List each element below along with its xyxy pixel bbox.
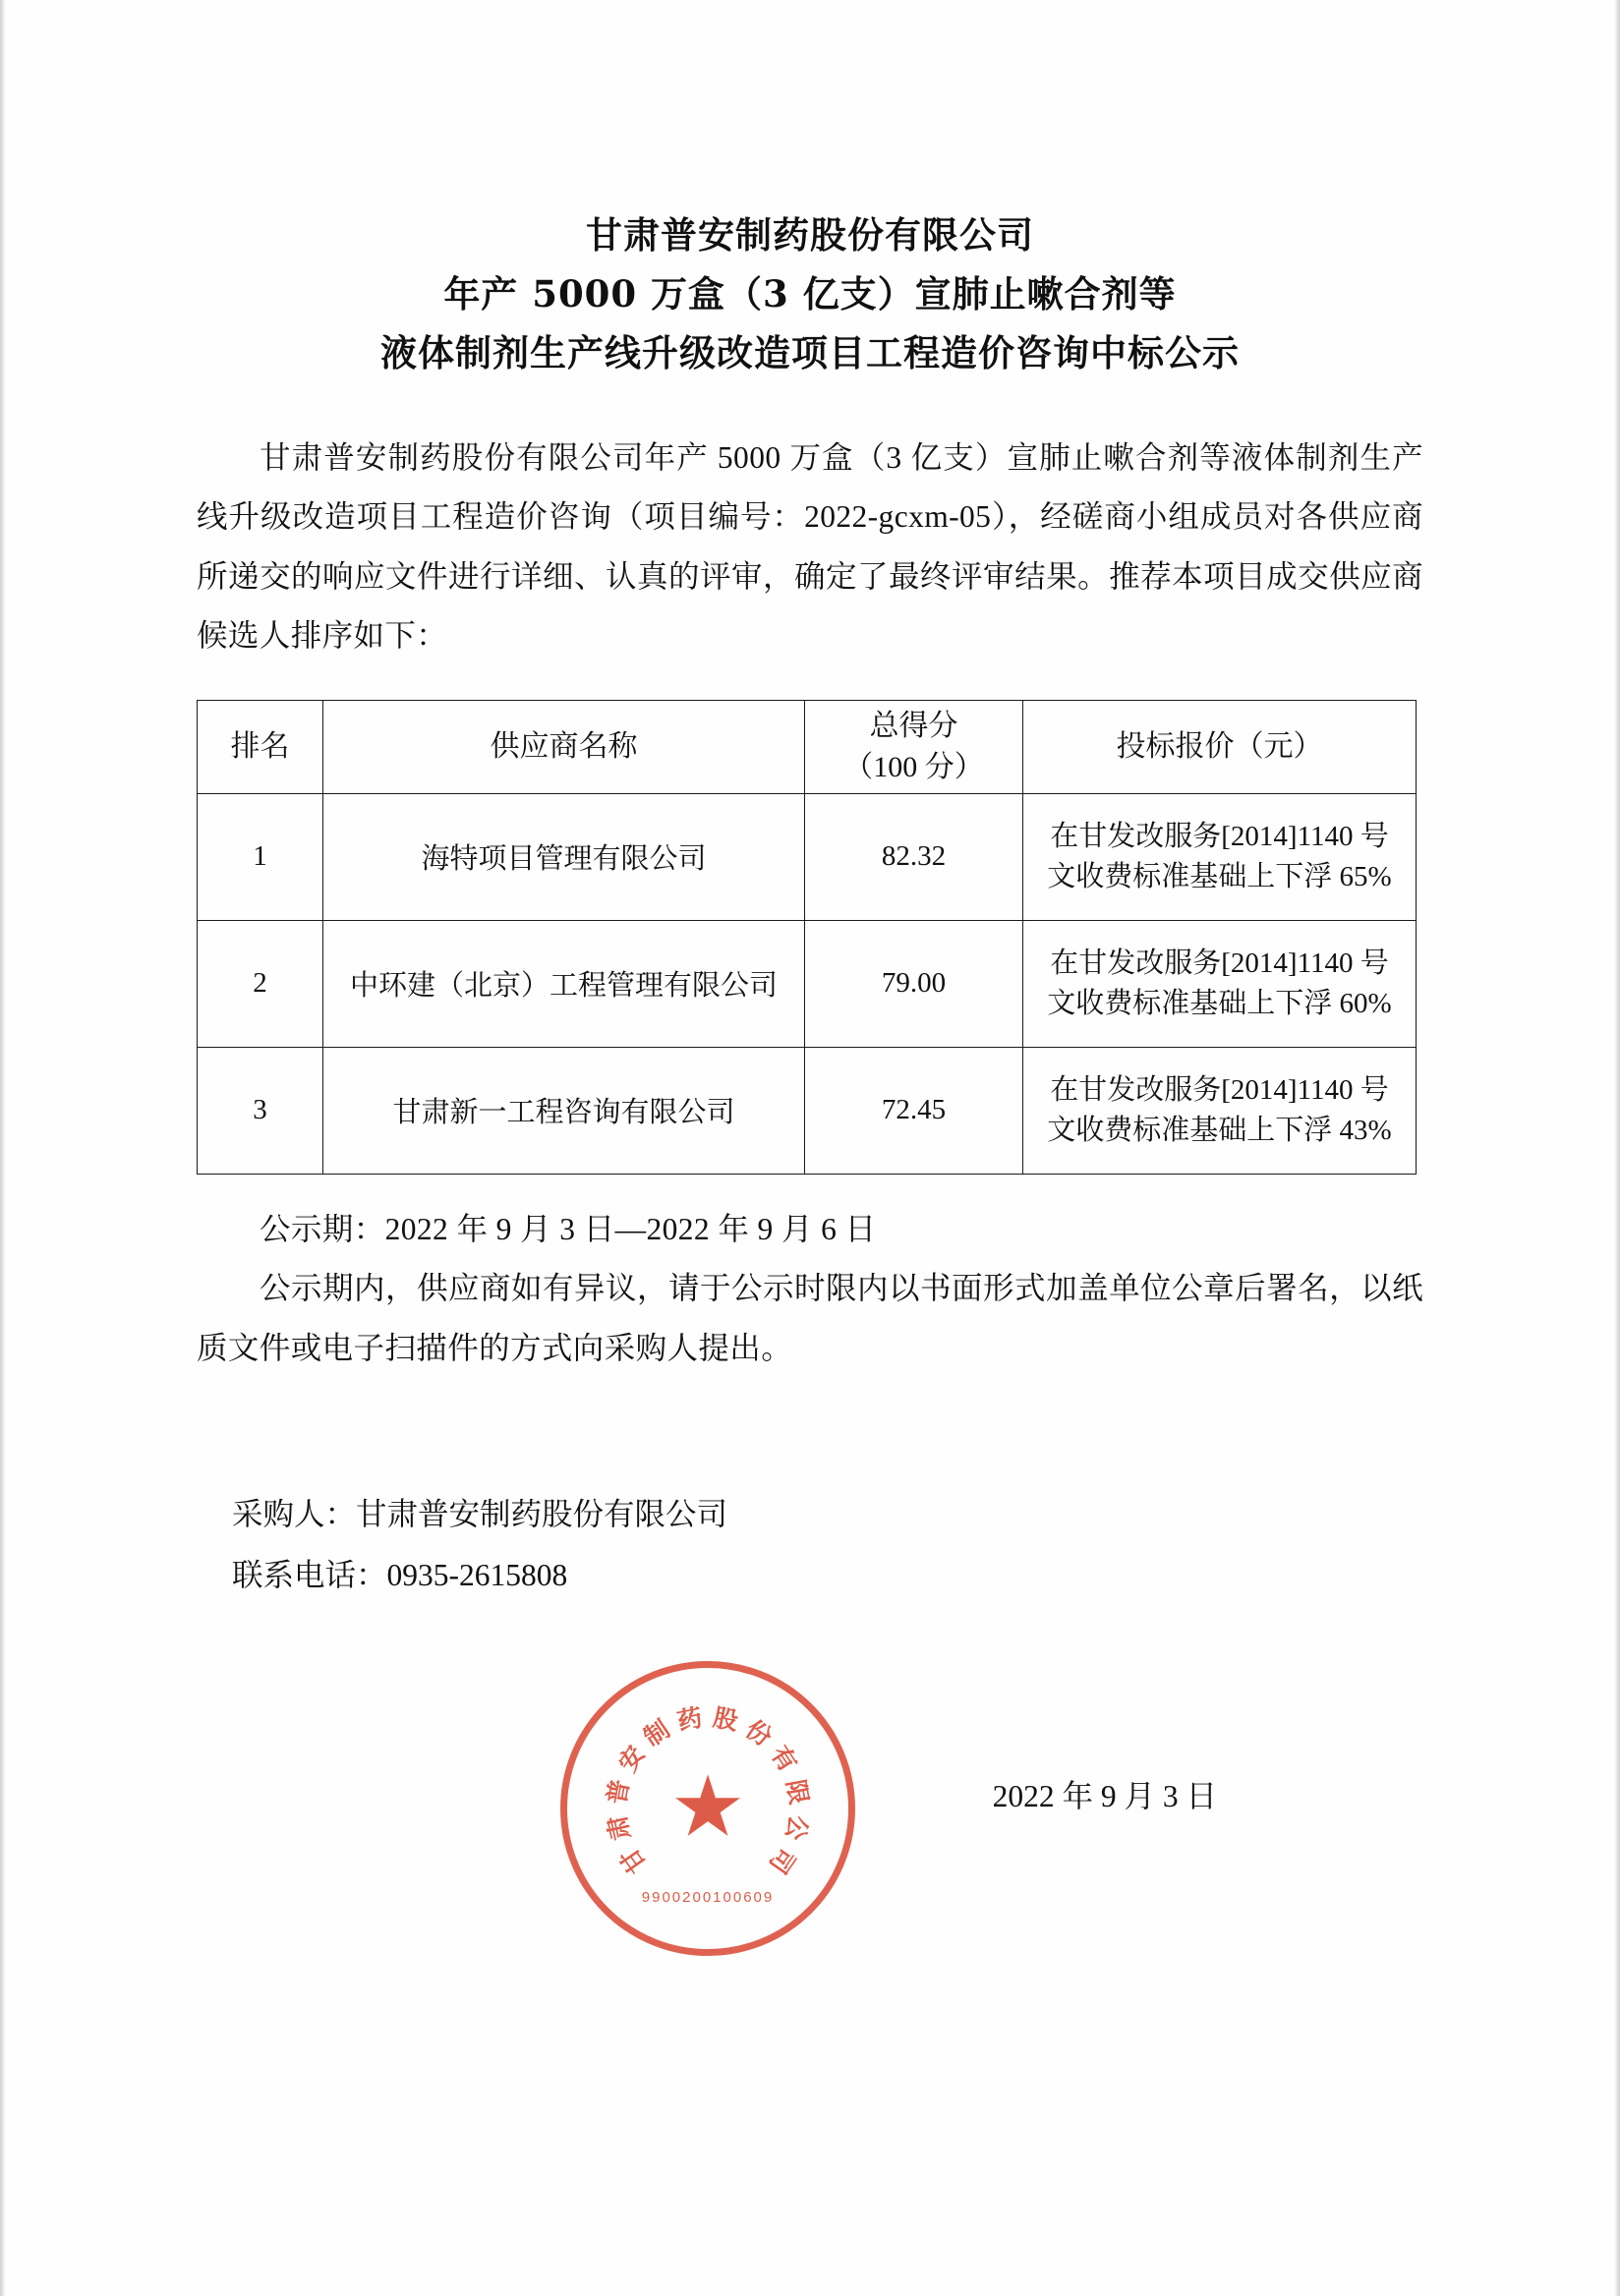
seal-star-icon: ★ <box>669 1759 746 1855</box>
signature-block <box>197 1484 1423 1605</box>
cell-supplier: 海特项目管理有限公司 <box>323 793 805 920</box>
price-line-2: 文收费标准基础上下浮 65% <box>1047 860 1392 892</box>
cell-rank: 2 <box>198 920 323 1047</box>
cell-score: 72.45 <box>805 1047 1023 1174</box>
seal-serial-number: 9900200100609 <box>641 1889 775 1906</box>
seal-char: 限 <box>781 1777 814 1808</box>
notice-period: 公示期：2022 年 9 月 3 日—2022 年 9 月 6 日 <box>260 1211 877 1246</box>
cell-rank: 3 <box>198 1047 323 1174</box>
header-rank: 排名 <box>198 700 323 793</box>
seal-char: 安 <box>612 1740 651 1777</box>
cell-rank: 1 <box>198 793 323 920</box>
header-price: 投标报价（元） <box>1023 700 1417 793</box>
header-score-line1: 总得分 <box>869 710 958 743</box>
cell-price <box>1023 1047 1417 1174</box>
cell-score: 79.00 <box>805 920 1023 1047</box>
seal-char: 普 <box>602 1777 635 1808</box>
table-row <box>198 920 1417 1047</box>
cell-score: 82.32 <box>805 793 1023 920</box>
table-row <box>198 793 1417 920</box>
page-edge-left <box>0 0 6 2296</box>
objection-paragraph: 公示期内，供应商如有异议，请于公示时限内以书面形式加盖单位公章后署名，以纸质文件或电子扫描件的方式向采购人提出。 <box>197 1271 1423 1365</box>
seal-char: 司 <box>763 1842 801 1879</box>
cell-supplier: 中环建（北京）工程管理有限公司 <box>323 920 805 1047</box>
title-line-1: 甘肃普安制药股份有限公司 <box>586 213 1034 257</box>
page-edge-right <box>1614 0 1620 2296</box>
seal-char: 股 <box>711 1702 741 1736</box>
cell-price <box>1023 920 1417 1047</box>
table-row <box>198 1047 1417 1174</box>
header-score-line2: （100 分） <box>843 750 984 783</box>
cell-supplier: 甘肃新一工程咨询有限公司 <box>323 1047 805 1174</box>
seal-char: 药 <box>674 1702 705 1736</box>
price-line-1: 在甘发改服务[2014]1140 号 <box>1050 1073 1389 1106</box>
document-date: 2022 年 9 月 3 日 <box>992 1778 1217 1813</box>
seal-char: 制 <box>638 1714 675 1752</box>
bid-results-table <box>197 700 1417 1175</box>
price-line-1: 在甘发改服务[2014]1140 号 <box>1050 820 1389 852</box>
phone-line: 联系电话：0935-2615808 <box>232 1557 568 1592</box>
purchaser-line: 采购人：甘肃普安制药股份有限公司 <box>232 1497 728 1532</box>
title-line-3: 液体制剂生产线升级改造项目工程造价咨询中标公示 <box>380 330 1240 374</box>
price-line-1: 在甘发改服务[2014]1140 号 <box>1050 947 1389 979</box>
document-title <box>197 206 1423 383</box>
seal-char: 甘 <box>614 1842 653 1879</box>
seal-char: 肃 <box>602 1812 636 1843</box>
seal-char: 有 <box>765 1740 803 1777</box>
seal-char: 公 <box>780 1812 814 1843</box>
price-line-2: 文收费标准基础上下浮 60% <box>1047 987 1392 1019</box>
intro-paragraph: 甘肃普安制药股份有限公司年产 5000 万盒（3 亿支）宣肺止嗽合剂等液体制剂生产线升级改造项目工程造价咨询（项目编号：2022-gcxm-05），经磋商小组成员对各供应商所递交的响应文件进行详细、认真的评审，确定了最终评审结果。推荐本项目成交供应商候选人排序如下： <box>197 439 1423 654</box>
price-line-2: 文收费标准基础上下浮 43% <box>1047 1114 1392 1146</box>
title-line-2: 年产 5000 万盒（3 亿支）宣肺止嗽合剂等 <box>443 271 1177 316</box>
cell-price <box>1023 793 1417 920</box>
table-header-row <box>198 700 1417 793</box>
document-body <box>197 206 1423 1816</box>
header-supplier: 供应商名称 <box>323 700 805 793</box>
header-score <box>805 700 1023 793</box>
seal-char: 份 <box>740 1714 778 1752</box>
